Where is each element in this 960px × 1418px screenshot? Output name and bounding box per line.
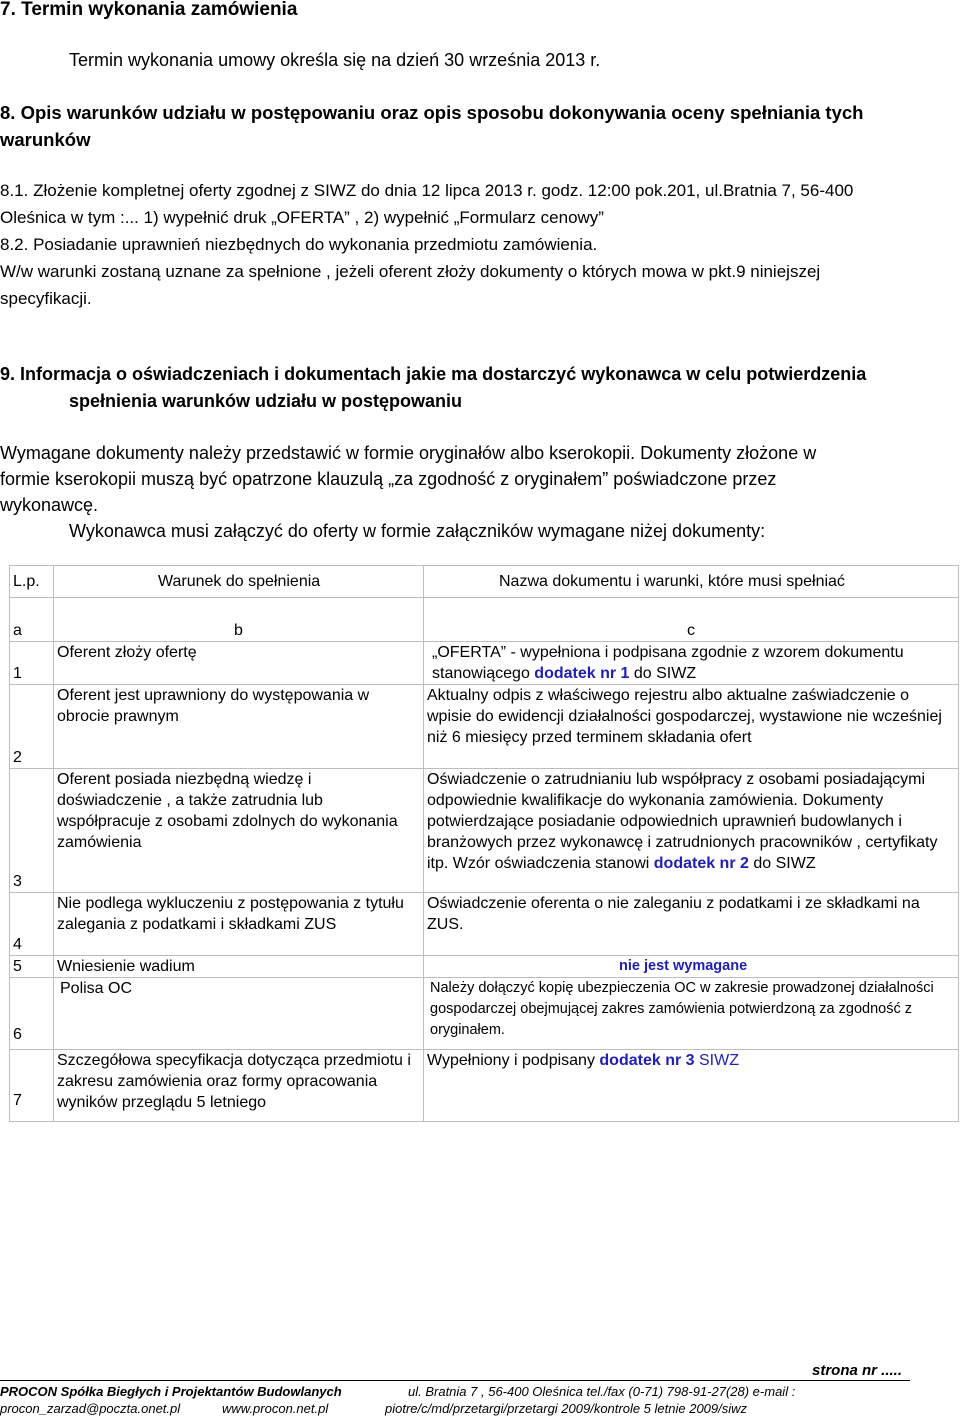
- section-8-heading: 8. Opis warunków udziału w postępowaniu oraz opis sposobu dokonywania oceny spełniania tych: [0, 102, 864, 123]
- header-lp: L.p.: [10, 566, 54, 598]
- row-document: [424, 956, 959, 978]
- letter-c: c: [424, 598, 959, 642]
- row-document-text: „OFERTA” - wypełniona i podpisana zgodnie z wzorem dokumentu stanowiącego: [432, 644, 904, 682]
- table-row: [10, 642, 959, 685]
- table-row: [10, 956, 959, 978]
- row-document-tail: SIWZ: [694, 1052, 739, 1069]
- row-document: Należy dołączyć kopię ubezpieczenia OC w zakresie prowadzonej działalności gospodarczej obejmującej zakres zamówienia potwierdzoną za zgodność z oryginałem.: [424, 978, 959, 1050]
- row-document-tail: do SIWZ: [629, 665, 697, 682]
- row-condition: Polisa OC: [54, 978, 424, 1050]
- header-document: Nazwa dokumentu i warunki, które musi spełniać: [424, 566, 959, 598]
- row-document: Oświadczenie oferenta o nie zaleganiu z podatkami i ze składkami na ZUS.: [424, 893, 959, 956]
- section-8-2-conditions: W/w warunki zostaną uznane za spełnione , jeżeli oferent złoży dokumenty o których mowa w pkt.9 niniejszej: [0, 262, 821, 281]
- row-number: 3: [10, 769, 54, 893]
- row-number: 1: [10, 642, 54, 685]
- row-document: Aktualny odpis z właściwego rejestru albo aktualne zaświadczenie o wpisie do ewidencji działalności gospodarczej, wystawione nie wcześniej niż 6 miesięcy przed terminem składania ofert: [424, 685, 959, 769]
- page-number: strona nr .....: [812, 1362, 903, 1379]
- row-document-tail: do SIWZ: [748, 855, 816, 872]
- section-7-heading: 7. Termin wykonania zamówienia: [0, 0, 298, 20]
- row-number: 7: [10, 1050, 54, 1122]
- table-row: [10, 893, 959, 956]
- footer-email: procon_zarzad@poczta.onet.pl: [0, 1401, 181, 1416]
- attachment-ref: dodatek nr 1: [534, 665, 630, 682]
- table-row: [10, 685, 959, 769]
- attachment-ref: dodatek nr 3: [599, 1052, 695, 1069]
- row-document: [424, 642, 959, 685]
- requirements-table: [9, 565, 959, 1122]
- table-row: [10, 978, 959, 1050]
- row-condition: Wniesienie wadium: [54, 956, 424, 978]
- wadium-status: nie jest wymagane: [619, 958, 748, 974]
- row-document: [424, 1050, 959, 1122]
- row-number: 6: [10, 978, 54, 1050]
- table-row: [10, 1050, 959, 1122]
- section-9-para-line4: Wykonawca musi załączyć do oferty w formie załączników wymagane niżej dokumenty:: [69, 521, 766, 541]
- attachment-ref: dodatek nr 2: [653, 855, 749, 872]
- header-condition: Warunek do spełnienia: [54, 566, 424, 598]
- row-condition: Oferent posiada niezbędną wiedzę i doświadczenie , a także zatrudnia lub współpracuje z osobami zdolnych do wykonania zamówienia: [54, 769, 424, 893]
- section-9-para-line3: wykonawcę.: [0, 495, 99, 515]
- row-condition: Nie podlega wykluczeniu z postępowania z tytułu zalegania z podatkami i składkami ZUS: [54, 893, 424, 956]
- row-condition: Oferent złoży ofertę: [54, 642, 424, 685]
- row-condition: Szczegółowa specyfikacja dotycząca przedmiotu i zakresu zamówienia oraz formy opracowania wyników przeglądu 5 letniego: [54, 1050, 424, 1122]
- table-letters-row: [10, 598, 959, 642]
- row-number: 4: [10, 893, 54, 956]
- section-8-1-line2: Oleśnica w tym :... 1) wypełnić druk „OFERTA” , 2) wypełnić „Formularz cenowy”: [0, 208, 604, 227]
- section-9-para-line1: Wymagane dokumenty należy przedstawić w formie oryginałów albo kserokopii. Dokumenty złożone w: [0, 443, 817, 463]
- section-9-para-line2: formie kserokopii muszą być opatrzone klauzulą „za zgodność z oryginałem” poświadczone przez: [0, 469, 777, 489]
- section-7-text: Termin wykonania umowy określa się na dzień 30 września 2013 r.: [69, 50, 601, 70]
- footer-address: ul. Bratnia 7 , 56-400 Oleśnica tel./fax (0-71) 798-91-27(28) e-mail :: [408, 1384, 796, 1399]
- row-document: [424, 769, 959, 893]
- footer-website: www.procon.net.pl: [222, 1401, 329, 1416]
- letter-b: b: [54, 598, 424, 642]
- section-8-2-conditions-line2: specyfikacji.: [0, 289, 92, 308]
- table-row: [10, 769, 959, 893]
- footer-file-path: piotre/c/md/przetargi/przetargi 2009/kontrole 5 letnie 2009/siwz: [385, 1401, 748, 1416]
- row-document-text: Wypełniony i podpisany: [427, 1052, 600, 1069]
- row-number: 2: [10, 685, 54, 769]
- table-header-row: [10, 566, 959, 598]
- letter-a: a: [10, 598, 54, 642]
- section-8-2-line: 8.2. Posiadanie uprawnień niezbędnych do wykonania przedmiotu zamówienia.: [0, 235, 598, 254]
- section-9-heading: 9. Informacja o oświadczeniach i dokumentach jakie ma dostarczyć wykonawca w celu potwierdzenia: [0, 364, 867, 384]
- section-8-heading-line2: warunków: [0, 129, 91, 150]
- section-9-heading-line2: spełnienia warunków udziału w postępowaniu: [69, 391, 463, 411]
- section-8-1-line1: 8.1. Złożenie kompletnej oferty zgodnej z SIWZ do dnia 12 lipca 2013 r. godz. 12:00 pok.201, ul.Bratnia 7, 56-400: [0, 181, 854, 200]
- footer-divider: [0, 1380, 910, 1381]
- footer-company: PROCON Spółka Biegłych i Projektantów Budowlanych: [0, 1384, 342, 1399]
- row-document-text: Oświadczenie o zatrudnianiu lub współpracy z osobami posiadającymi odpowiednie kwalifikacje do wykonania zamówienia. Dokumenty potwierdzające posiadanie odpowiednich uprawnień budowlanych i branżowych przez wykonawcę i zatrudnionych pracowników , certyfikaty itp. Wzór oświadczenia stanowi: [427, 771, 938, 872]
- row-condition: Oferent jest uprawniony do występowania w obrocie prawnym: [54, 685, 424, 769]
- row-number: 5: [10, 956, 54, 978]
